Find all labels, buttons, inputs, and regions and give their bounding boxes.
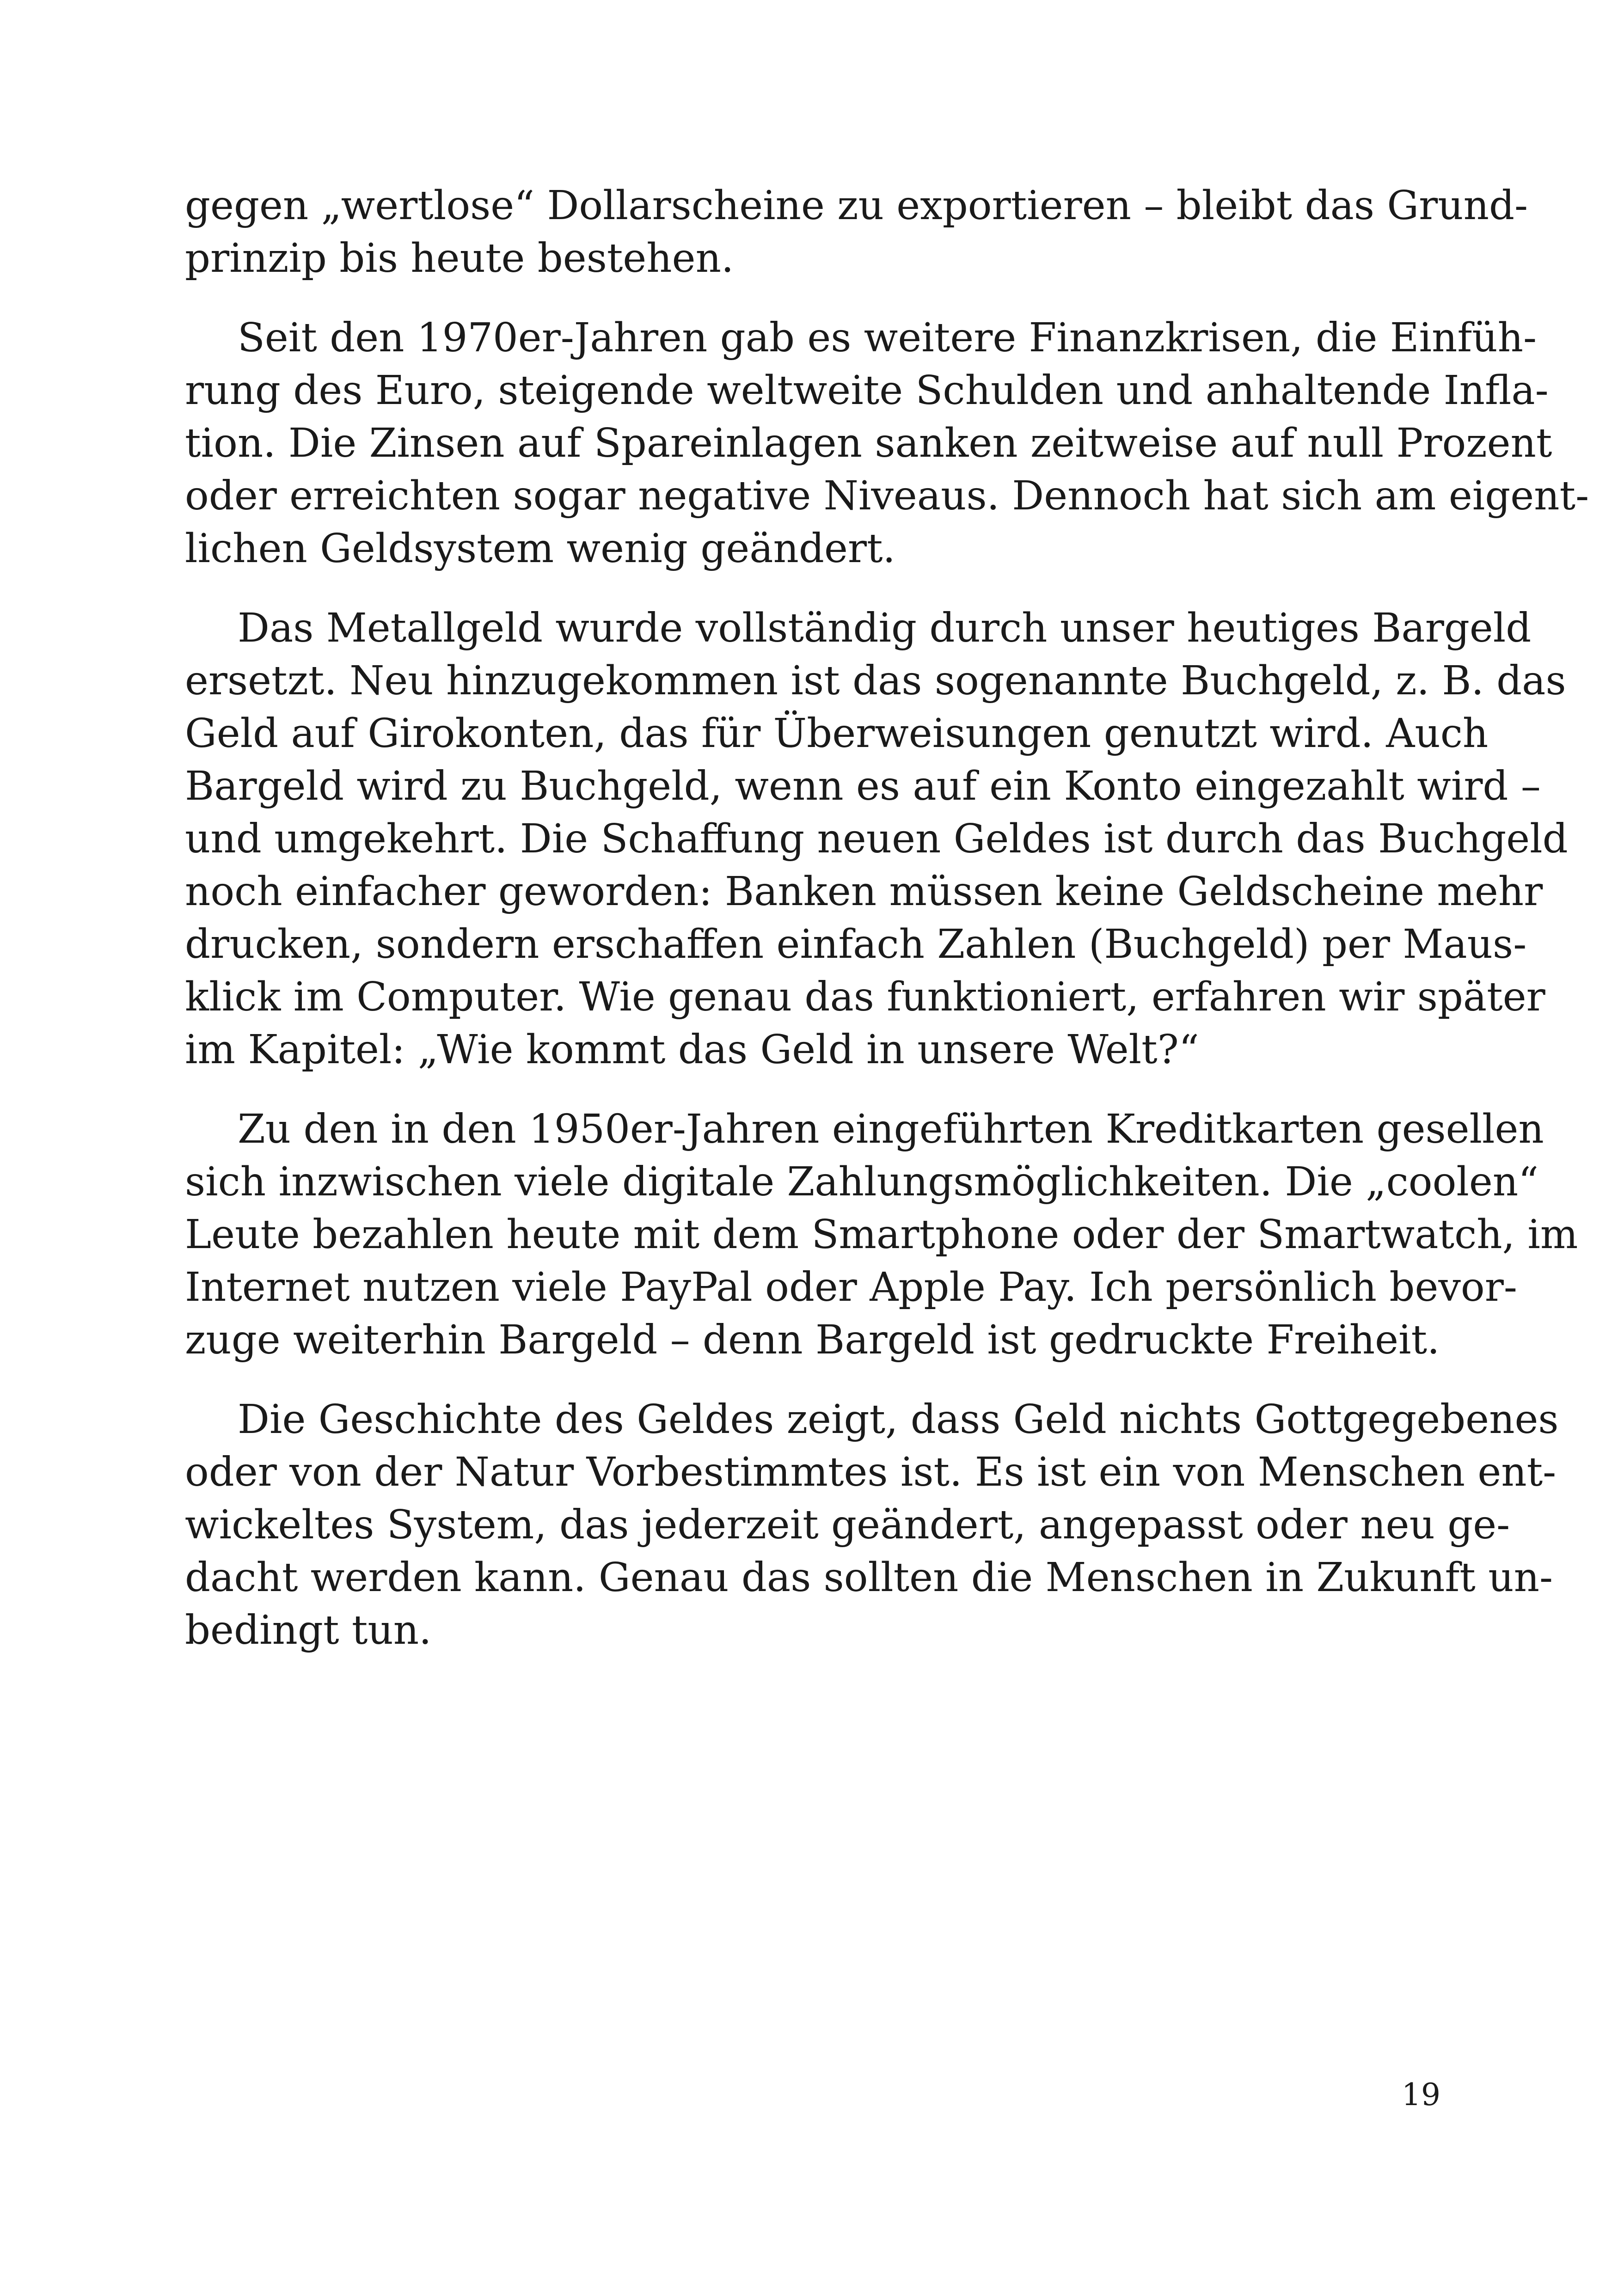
text-line: bedingt tun. [185, 1607, 432, 1653]
text-line: prinzip bis heute bestehen. [185, 235, 734, 282]
text-line: tion. Die Zinsen auf Spareinlagen sanken zeitweise auf null Prozent [185, 420, 1552, 466]
paragraph-3 [185, 602, 1568, 1076]
text-line: ersetzt. Neu hinzugekommen ist das sogenannte Buchgeld, z. B. das [185, 658, 1566, 704]
paragraph-4 [185, 1103, 1578, 1366]
text-line: Seit den 1970er-Jahren gab es weitere Finanzkrisen, die Einfüh- [238, 315, 1537, 361]
text-line: Zu den in den 1950er-Jahren eingeführten Kreditkarten gesellen [238, 1106, 1544, 1152]
text-line: rung des Euro, steigende weltweite Schulden und anhaltende Infla- [185, 367, 1549, 414]
paragraph-5 [185, 1393, 1559, 1657]
text-line: lichen Geldsystem wenig geändert. [185, 526, 895, 572]
text-line: drucken, sondern erschaffen einfach Zahlen (Buchgeld) per Maus- [185, 921, 1527, 967]
paragraph-2 [185, 312, 1589, 575]
text-line: klick im Computer. Wie genau das funktioniert, erfahren wir später [185, 974, 1545, 1020]
text-line: und umgekehrt. Die Schaffung neuen Geldes ist durch das Buchgeld [185, 816, 1568, 862]
text-line: Geld auf Girokonten, das für Überweisungen genutzt wird. Auch [185, 710, 1489, 757]
text-line: im Kapitel: „Wie kommt das Geld in unsere Welt?“ [185, 1027, 1199, 1073]
paragraph-1 [185, 179, 1528, 285]
text-line: Das Metallgeld wurde vollständig durch unser heutiges Bargeld [238, 605, 1532, 651]
text-line: Bargeld wird zu Buchgeld, wenn es auf ein Konto eingezahlt wird – [185, 763, 1541, 809]
text-line: wickeltes System, das jederzeit geändert, angepasst oder neu ge- [185, 1502, 1510, 1548]
text-line: zuge weiterhin Bargeld – denn Bargeld ist gedruckte Freiheit. [185, 1317, 1440, 1363]
body-text [185, 179, 1589, 1684]
text-line: Internet nutzen viele PayPal oder Apple Pay. Ich persönlich bevor- [185, 1264, 1517, 1310]
page-number: 19 [1402, 2077, 1440, 2112]
text-line: Die Geschichte des Geldes zeigt, dass Geld nichts Gottgegebenes [238, 1396, 1559, 1443]
text-line: oder von der Natur Vorbestimmtes ist. Es ist ein von Menschen ent- [185, 1449, 1557, 1495]
text-line: sich inzwischen viele digitale Zahlungsmöglichkeiten. Die „coolen“ [185, 1159, 1539, 1205]
text-line: gegen „wertlose“ Dollarscheine zu exportieren – bleibt das Grund- [185, 183, 1528, 229]
text-line: Leute bezahlen heute mit dem Smartphone oder der Smartwatch, im [185, 1212, 1578, 1258]
text-line: noch einfacher geworden: Banken müssen keine Geldscheine mehr [185, 869, 1543, 915]
text-line: dacht werden kann. Genau das sollten die Menschen in Zukunft un- [185, 1555, 1553, 1601]
text-line: oder erreichten sogar negative Niveaus. Dennoch hat sich am eigent- [185, 473, 1589, 519]
